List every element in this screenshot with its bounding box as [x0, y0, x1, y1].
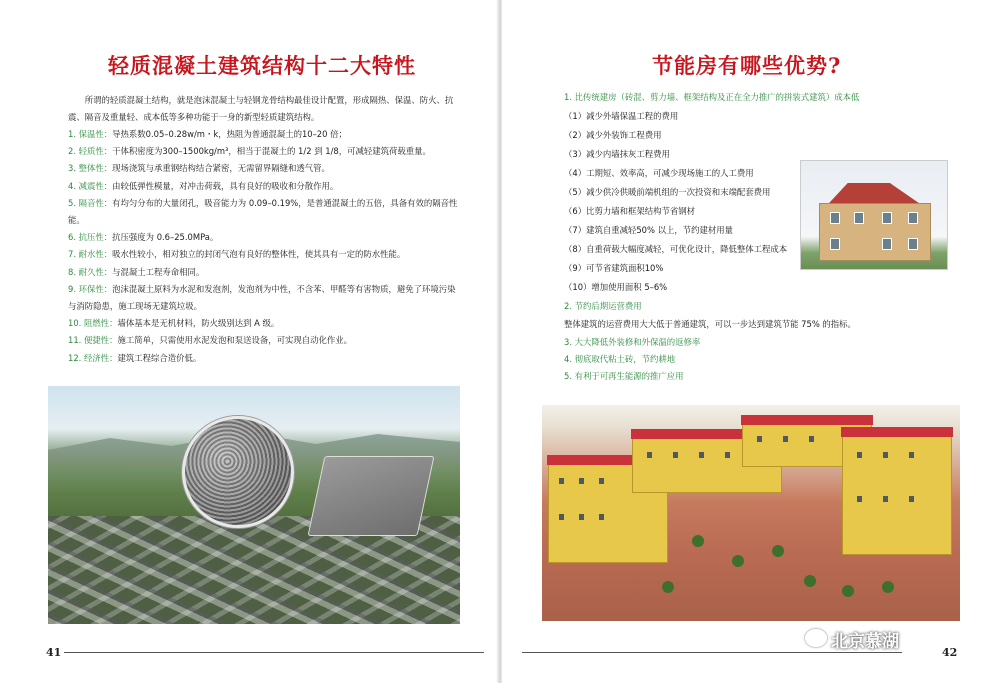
cost-item: （10）增加使用面积 5–6%: [564, 282, 668, 292]
left-page: [0, 0, 498, 683]
cost-item: （8）自重荷载大幅度减轻，可优化设计，降低整体工程成本: [564, 244, 788, 254]
foam-concrete-block: [307, 456, 434, 536]
left-page-title: 轻质混凝土建筑结构十二大特性: [108, 53, 416, 78]
section-heading-1: 1. 比传统建房（砖混、剪力墙、框架结构及正在全力推广的拼装式建筑）成本低: [564, 92, 860, 102]
feature-item: 2. 轻质性：干体积密度为300–1500kg/m³，相当于混凝土的 1/2 到 1/8，可减轻建筑荷载重量。: [68, 146, 431, 157]
feature-item: 3. 整体性：现场浇筑与承重钢结构结合紧密，无需留界隔缝和透气管。: [68, 163, 330, 174]
footer-rule: [522, 652, 902, 653]
tree: [662, 581, 674, 593]
cost-item: （3）减少内墙抹灰工程费用: [564, 149, 670, 159]
window: [908, 238, 918, 250]
house-building: [842, 435, 952, 555]
feature-item: 1. 保温性：导热系数0.05–0.28w/m・k，热阻为普通混凝土的10–20 倍；: [68, 129, 347, 139]
window: [854, 212, 864, 224]
tree: [804, 575, 816, 587]
section-heading-5: 5. 有利于可再生能源的推广应用: [564, 371, 684, 381]
feature-item: 7. 耐水性：吸水性较小，相对独立的封闭气泡有良好的整体性，使其具有一定的防水性能。: [68, 249, 406, 260]
feature-list: [68, 126, 463, 367]
tree: [882, 581, 894, 593]
tree: [842, 585, 854, 597]
page-number: 42: [942, 646, 958, 659]
feature-item: 9. 环保性：泡沫混凝土原料为水泥和发泡剂，发泡剂为中性，不含苯、甲醛等有害物质，避免了环境污染与消防隐患，施工现场无建筑垃圾。: [68, 283, 456, 312]
villa-photo: [800, 160, 948, 270]
aerial-village-photo: [48, 386, 460, 624]
feature-item: 12. 经济性：建筑工程综合造价低。: [68, 352, 202, 363]
section-heading-3: 3. 大大降低外装修和外保温的返修率: [564, 337, 701, 347]
feature-item: 8. 耐久性：与混凝土工程寿命相同。: [68, 266, 205, 277]
right-page-title: 节能房有哪些优势?: [652, 53, 842, 78]
section-2-text: 整体建筑的运营费用大大低于普通建筑，可以一步达到建筑节能 75% 的指标。: [564, 319, 856, 329]
cost-item: （5）减少供冷供暖前端机组的一次投资和末端配套费用: [564, 187, 771, 197]
window: [830, 212, 840, 224]
window: [830, 238, 840, 250]
cost-item: （7）建筑自重减轻50% 以上，节约建材用量: [564, 225, 733, 235]
foam-concrete-closeup: [182, 416, 294, 528]
window: [882, 212, 892, 224]
watermark-text: 北京慕湖: [831, 632, 899, 652]
tree: [732, 555, 744, 567]
cost-item: （9）可节省建筑面积10%: [564, 263, 664, 273]
housing-estate-photo: [542, 405, 960, 621]
right-page: [502, 0, 1000, 683]
section-heading-4: 4. 彻底取代粘土砖，节约耕地: [564, 354, 676, 364]
cost-item: （6）比剪力墙和框架结构节省钢材: [564, 206, 695, 216]
window: [882, 238, 892, 250]
section-heading-2: 2. 节约后期运营费用: [564, 301, 642, 311]
feature-item: 10. 阻燃性：墙体基本是无机材料，防火级别达到 A 级。: [68, 318, 280, 329]
cost-item: （1）减少外墙保温工程的费用: [564, 111, 679, 121]
feature-item: 11. 便捷性：施工简单，只需使用水泥发泡和泵送设备，可实现自动化作业。: [68, 335, 352, 346]
footer-rule: [64, 652, 484, 653]
tree: [692, 535, 704, 547]
feature-item: 4. 减震性：由较低弹性模量，对冲击荷载，具有良好的吸收和分散作用。: [68, 180, 339, 191]
feature-item: 6. 抗压性：抗压强度为 0.6–25.0MPa。: [68, 232, 219, 243]
cost-item: （4）工期短、效率高，可减少现场施工的人工费用: [564, 168, 754, 178]
tree: [772, 545, 784, 557]
page-number: 41: [46, 646, 62, 659]
intro-paragraph: 所谓的轻质混凝土结构，就是泡沫混凝土与轻钢龙骨结构最佳设计配置，形成隔热、保温、防火、抗震、隔音及重量轻、成本低等多种功能于一身的新型轻质建筑结构。: [68, 95, 454, 122]
cost-item: （2）减少外装饰工程费用: [564, 130, 662, 140]
feature-item: 5. 隔音性：有均匀分布的大量闭孔，吸音能力为 0.09–0.19%，是普通混凝土的五倍，具备有效的隔音性能。: [68, 197, 458, 226]
villa-facade: [819, 203, 931, 261]
wechat-icon: [805, 629, 827, 647]
window: [908, 212, 918, 224]
